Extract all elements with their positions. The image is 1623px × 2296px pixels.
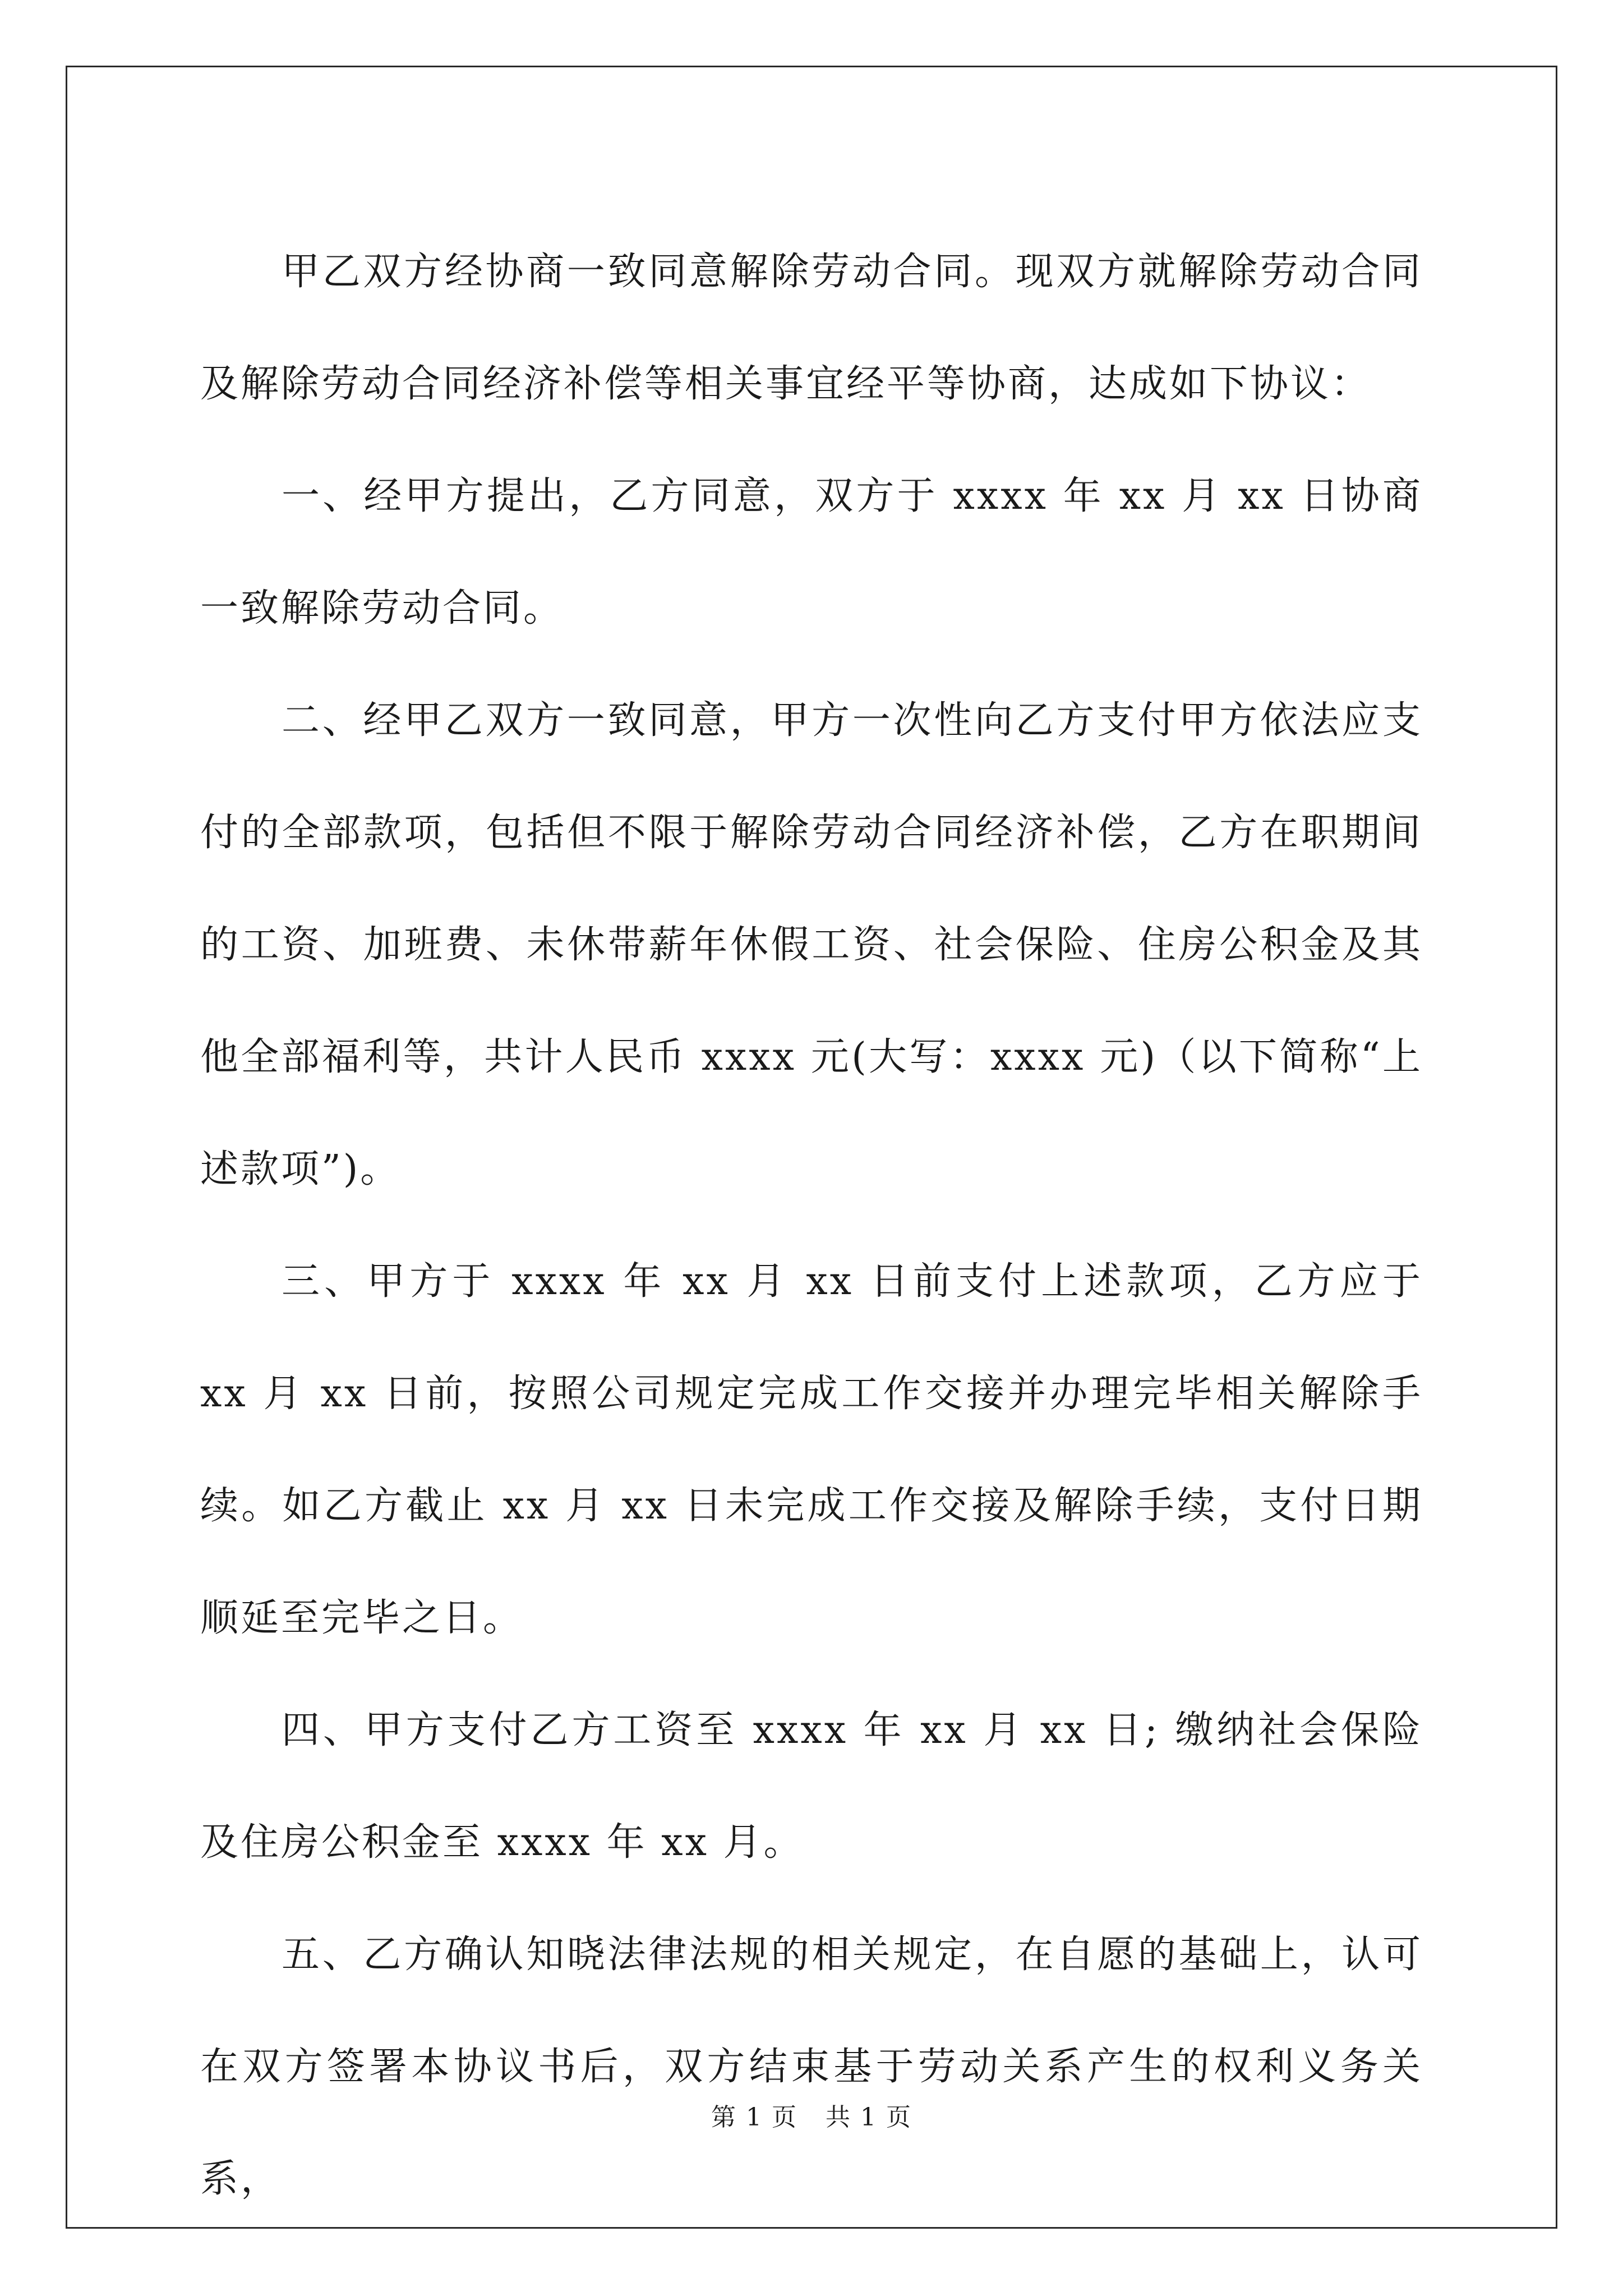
paragraph-clause-4: 四、甲方支付乙方工资至 xxxx 年 xx 月 xx 日; 缴纳社会保险及住房公积金至 xxxx 年 xx 月。 [200,1708,1423,1865]
document-body [200,216,1423,2235]
paragraph-clause-3: 三、甲方于 xxxx 年 xx 月 xx 日前支付上述款项，乙方应于 xx 月 xx 日前，按照公司规定完成工作交接并办理完毕相关解除手续。如乙方截止 xx 月 xx 日未完成工作交接及解除手续，支付日期顺延至完毕之日。 [200,1259,1423,1640]
page-total: 共 1 页 [826,2103,912,2132]
page-number: 第 1 页 [711,2103,797,2132]
paragraph-clause-5: 五、乙方确认知晓法律法规的相关规定，在自愿的基础上，认可在双方签署本协议书后，双方结束基于劳动关系产生的权利义务关系， [200,1932,1423,2201]
paragraph-clause-1: 一、经甲方提出，乙方同意，双方于 xxxx 年 xx 月 xx 日协商一致解除劳动合同。 [200,474,1423,631]
page-footer [0,2101,1623,2134]
paragraph-intro: 甲乙双方经协商一致同意解除劳动合同。现双方就解除劳动合同及解除劳动合同经济补偿等相关事宜经平等协商，达成如下协议： [200,250,1423,406]
paragraph-clause-2: 二、经甲乙双方一致同意，甲方一次性向乙方支付甲方依法应支付的全部款项，包括但不限于解除劳动合同经济补偿，乙方在职期间的工资、加班费、未休带薪年休假工资、社会保险、住房公积金及其他全部福利等，共计人民币 xxxx 元(大写：xxxx 元)（以下简称“上述款项”)。 [200,698,1423,1191]
